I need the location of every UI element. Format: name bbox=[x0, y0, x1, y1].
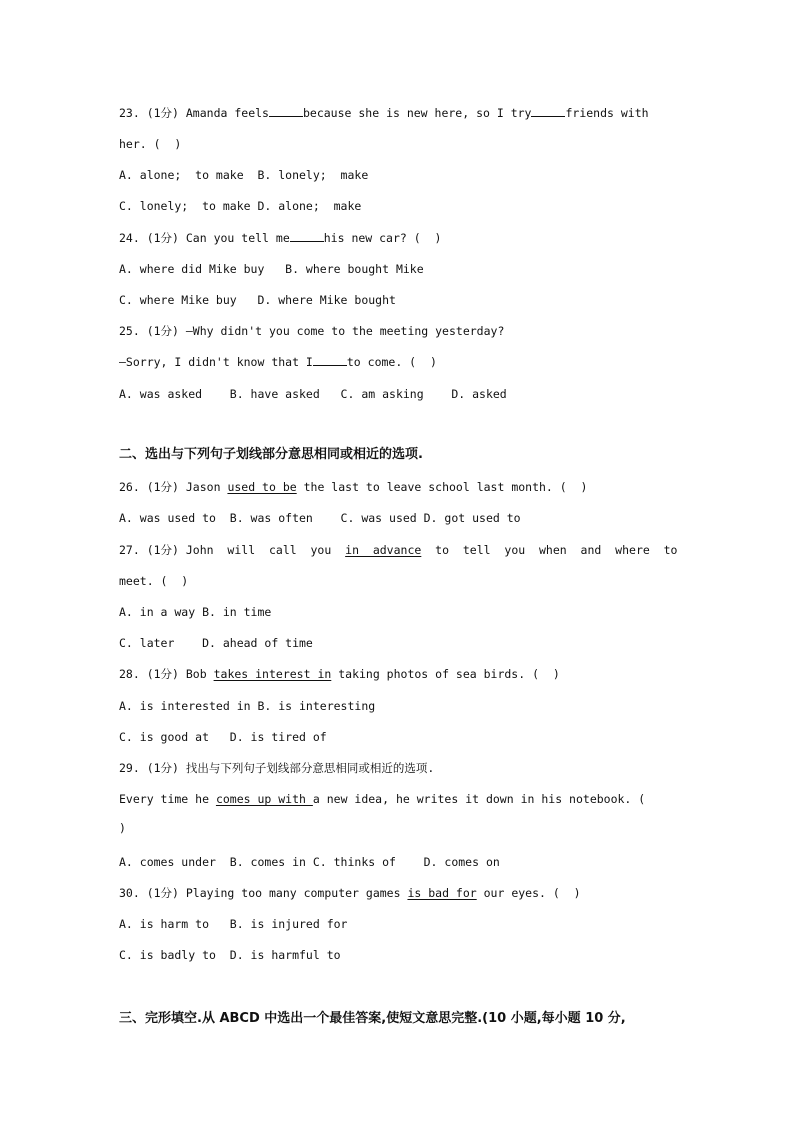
question-30-options-cd: C. is badly to D. is harmful to bbox=[119, 948, 341, 962]
underlined-phrase: in advance bbox=[345, 543, 422, 557]
question-24-options-cd: C. where Mike buy D. where Mike bought bbox=[119, 293, 396, 307]
question-26-options: A. was used to B. was often C. was used D. got used to bbox=[119, 511, 521, 525]
underlined-phrase: takes interest in bbox=[213, 667, 332, 681]
question-23-options-ab: A. alone; to make B. lonely; make bbox=[119, 168, 369, 182]
question-27-options-cd: C. later D. ahead of time bbox=[119, 636, 313, 650]
question-23-options-cd: C. lonely; to make D. alone; make bbox=[119, 199, 362, 213]
answer-blank bbox=[531, 106, 565, 117]
question-29-sentence: Every time he comes up with a new idea, he writes it down in his notebook. ( bbox=[119, 792, 646, 806]
underlined-phrase: used to be bbox=[227, 480, 297, 494]
question-24-stem: 24. (1分) Can you tell me his new car? ( ) bbox=[119, 231, 442, 245]
question-30-stem: 30. (1分) Playing too many computer games is bad for our eyes. ( ) bbox=[119, 886, 581, 900]
answer-blank bbox=[313, 355, 347, 366]
question-28-options-cd: C. is good at D. is tired of bbox=[119, 730, 327, 744]
question-29-stem: 29. (1分) 找出与下列句子划线部分意思相同或相近的选项. bbox=[119, 761, 435, 775]
question-29-sentence-cont: ) bbox=[119, 821, 126, 835]
question-25-options: A. was asked B. have asked C. am asking D. asked bbox=[119, 387, 507, 401]
answer-blank bbox=[269, 106, 303, 117]
underlined-phrase: comes up with bbox=[215, 792, 313, 806]
section-2-heading: 二、选出与下列句子划线部分意思相同或相近的选项. bbox=[119, 447, 423, 462]
question-30-options-ab: A. is harm to B. is injured for bbox=[119, 917, 348, 931]
question-28-options-ab: A. is interested in B. is interesting bbox=[119, 699, 376, 713]
underlined-phrase: is bad for bbox=[407, 886, 477, 900]
question-24-options-ab: A. where did Mike buy B. where bought Mike bbox=[119, 262, 424, 276]
section-3-heading: 三、完形填空.从 ABCD 中选出一个最佳答案,使短文意思完整.(10 小题,每小题 10 分, bbox=[119, 1011, 626, 1026]
question-27-stem: 27. (1分) John will call you in advance to tell you when and where to bbox=[119, 543, 678, 557]
question-25-stem: 25. (1分) –Why didn't you come to the meeting yesterday? bbox=[119, 324, 505, 338]
question-23-stem: 23. (1分) Amanda feels because she is new here, so I try friends with bbox=[119, 106, 649, 120]
question-25-reply: –Sorry, I didn't know that I to come. ( ) bbox=[119, 355, 437, 369]
question-29-options: A. comes under B. comes in C. thinks of D. comes on bbox=[119, 855, 500, 869]
question-27-options-ab: A. in a way B. in time bbox=[119, 605, 272, 619]
question-28-stem: 28. (1分) Bob takes interest in taking photos of sea birds. ( ) bbox=[119, 667, 560, 681]
answer-blank bbox=[290, 231, 324, 242]
question-23-stem-cont: her. ( ) bbox=[119, 137, 182, 151]
question-26-stem: 26. (1分) Jason used to be the last to leave school last month. ( ) bbox=[119, 480, 588, 494]
question-27-stem-cont: meet. ( ) bbox=[119, 574, 189, 588]
